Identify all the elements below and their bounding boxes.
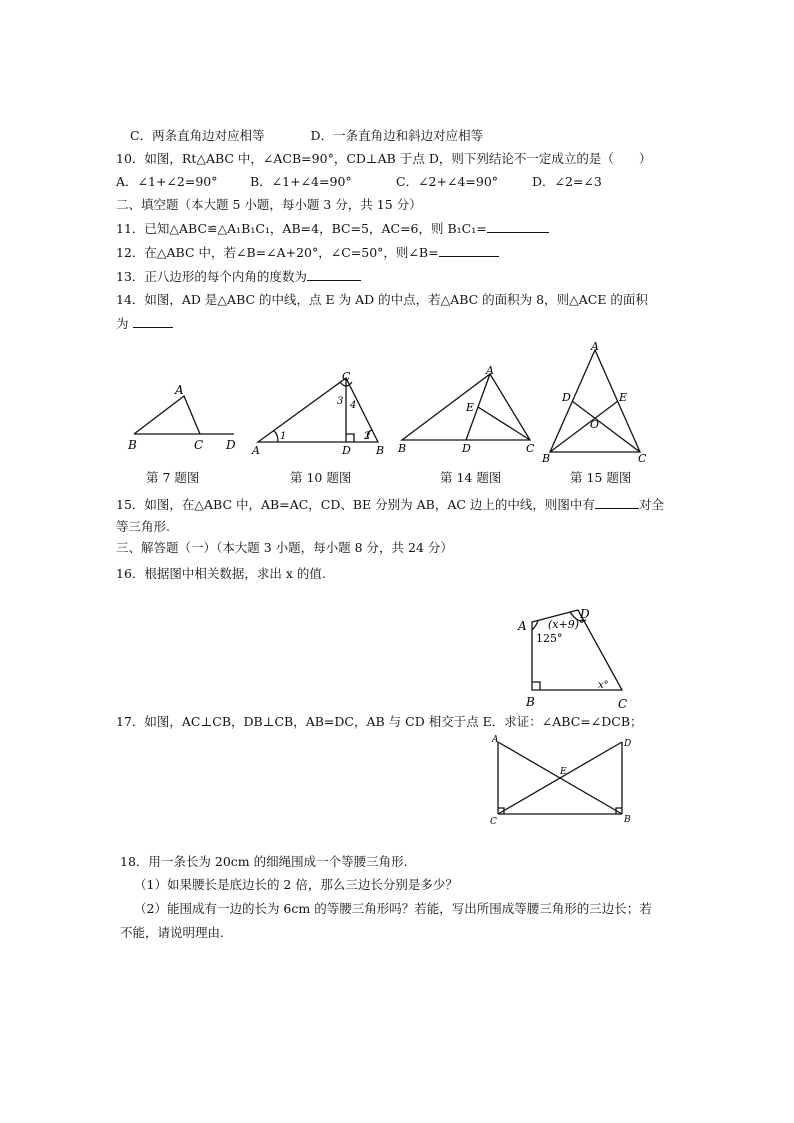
fig14-caption: 第 14 题图 [440, 470, 502, 485]
fig15-label-c: C [638, 452, 647, 464]
q15-line2: 等三角形. [116, 519, 170, 534]
q12 [116, 244, 499, 261]
fig16-label-angle-c: x° [598, 680, 609, 691]
fig16-label-b: B [526, 695, 535, 709]
q15-answer-blank[interactable] [595, 496, 639, 509]
q17-text: 17．如图，AC⊥CB，DB⊥CB，AB=DC，AB 与 CD 相交于点 E．求证：∠ABC=∠DCB； [116, 714, 643, 729]
fig7-label-b: B [128, 438, 137, 452]
q10-option-d: D．∠2=∠3 [532, 174, 602, 189]
fig14-label-c: C [526, 442, 535, 455]
fig7-label-d: D [226, 438, 236, 452]
fig10-caption: 第 10 题图 [290, 470, 352, 485]
fig14-segment-ec [478, 407, 530, 440]
q13-answer-blank[interactable] [307, 268, 361, 281]
fig14-label-d: D [462, 442, 471, 455]
q14-line2-text: 为 [116, 316, 129, 331]
fig17-label-d: D [624, 739, 632, 749]
fig14-label-a: A [486, 366, 494, 377]
figure-14 [394, 366, 538, 460]
section-3-heading: 三、解答题（一）（本大题 3 小题，每小题 8 分，共 24 分） [116, 540, 453, 555]
figure-17 [488, 734, 638, 826]
q9-options [130, 128, 483, 144]
fig10-label-a: A [252, 444, 260, 457]
fig17-label-a: A [492, 735, 499, 745]
q11 [116, 220, 549, 237]
figure-15 [540, 338, 650, 464]
fig15-label-a: A [591, 340, 599, 353]
q14-line1: 14．如图，AD 是△ABC 的中线，点 E 为 AD 的中点，若△ABC 的面积为 8，则△ACE 的面积 [116, 292, 648, 307]
q9-option-c: C．两条直角边对应相等 [130, 128, 265, 143]
fig16-label-angle-a: 125° [536, 632, 563, 645]
fig15-median-be [550, 401, 618, 452]
q18-stem: 18．用一条长为 20cm 的细绳围成一个等腰三角形. [120, 854, 408, 869]
fig15-caption: 第 15 题图 [570, 470, 632, 485]
q16-text: 16．根据图中相关数据，求出 x 的值. [116, 566, 326, 581]
fig7-label-a: A [175, 383, 184, 397]
figure-10 [248, 368, 388, 460]
fig15-median-cd [572, 401, 640, 452]
fig15-label-d: D [562, 391, 571, 404]
q11-text: 11．已知△ABC≌△A₁B₁C₁，AB=4，BC=5，AC=6，则 B₁C₁= [116, 221, 487, 236]
fig17-label-c: C [490, 817, 497, 826]
q18-part1: （1）如果腰长是底边长的 2 倍，那么三边长分别是多少？ [134, 877, 458, 892]
fig16-right-angle-mark [532, 682, 540, 690]
q10-options [116, 174, 602, 190]
q15-text-post: 对全 [638, 497, 664, 512]
fig16-label-a: A [518, 619, 527, 633]
fig7-caption: 第 7 题图 [146, 470, 200, 485]
q14-answer-blank[interactable] [133, 315, 173, 328]
q10-option-b: B．∠1+∠4=90° [250, 174, 352, 189]
q10-option-a: A．∠1+∠2=90° [116, 174, 218, 189]
section-2-heading: 二、填空题（本大题 5 小题，每小题 3 分，共 15 分） [116, 197, 422, 212]
q13-text: 13．正八边形的每个内角的度数为 [116, 269, 307, 284]
fig16-label-c: C [618, 697, 628, 711]
figure-16 [506, 606, 638, 716]
fig16-label-d: D [580, 607, 590, 621]
fig10-label-d: D [342, 444, 351, 457]
fig14-label-b: B [398, 442, 407, 455]
fig10-label-angle-3: 3 [337, 396, 344, 407]
fig10-angle-arc-1 [274, 431, 278, 442]
q9-option-d: D．一条直角边和斜边对应相等 [310, 128, 484, 143]
fig10-right-angle-mark [346, 434, 354, 442]
fig15-label-o: O [590, 418, 600, 431]
fig17-label-b: B [624, 815, 631, 825]
fig10-label-angle-1: 1 [280, 431, 287, 442]
fig7-triangle-sides [134, 396, 200, 434]
q11-answer-blank[interactable] [487, 220, 549, 233]
q15-line1 [116, 496, 664, 513]
fig16-label-angle-d: (x+9)° [548, 618, 585, 631]
q12-text: 12．在△ABC 中，若∠B=∠A+20°，∠C=50°，则∠B= [116, 245, 439, 260]
q10-stem: 10．如图，Rt△ABC 中，∠ACB=90°，CD⊥AB 于点 D，则下列结论不一定成立的是（ ） [116, 151, 652, 166]
q18-part2-line2: 不能，请说明理由. [120, 925, 224, 940]
q13 [116, 268, 361, 285]
q14-line2 [116, 315, 173, 332]
fig10-label-c: C [342, 370, 351, 383]
fig17-label-e: E [560, 767, 567, 777]
q10-option-c: C．∠2+∠4=90° [396, 174, 499, 189]
q18-part2-line1: （2）能围成有一边的长为 6cm 的等腰三角形吗？若能，写出所围成等腰三角形的三边长；若 [134, 901, 652, 916]
fig10-label-b: B [376, 444, 385, 457]
fig15-label-b: B [542, 452, 551, 464]
fig10-label-angle-2: 2 [364, 431, 371, 442]
figure-7 [122, 378, 242, 458]
q15-text-pre: 15．如图，在△ABC 中，AB=AC，CD、BE 分别为 AB，AC 边上的中线，则图中有 [116, 497, 595, 512]
fig15-label-e: E [619, 391, 628, 404]
fig14-label-e: E [466, 401, 475, 414]
q12-answer-blank[interactable] [439, 244, 499, 257]
fig7-label-c: C [194, 438, 204, 452]
fig10-label-angle-4: 4 [350, 400, 357, 411]
